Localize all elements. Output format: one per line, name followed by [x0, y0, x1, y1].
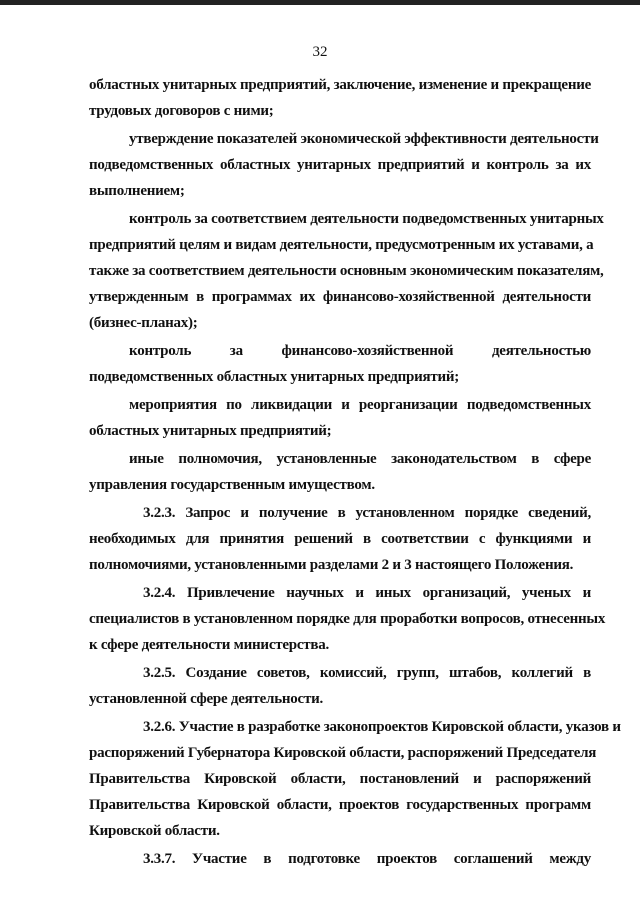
- text-line: специалистов в установленном порядке для проработки вопросов, отнесенных: [89, 611, 606, 627]
- text-line: трудовых договоров с ними;: [89, 103, 274, 119]
- paragraph: [89, 206, 604, 336]
- text-line: Правительства Кировской области, постановлений и распоряжений: [89, 771, 591, 787]
- paragraph: [89, 338, 591, 390]
- paragraph: [89, 660, 591, 712]
- text-line: предприятий целям и видам деятельности, предусмотренным их уставами, а: [89, 237, 594, 253]
- paragraph: [89, 392, 591, 444]
- text-line: Кировской области.: [89, 823, 220, 839]
- text-line: установленной сфере деятельности.: [89, 691, 323, 707]
- text-line: мероприятия по ликвидации и реорганизации подведомственных: [129, 397, 591, 413]
- text-line: полномочиями, установленными разделами 2 и 3 настоящего Положения.: [89, 557, 574, 573]
- text-line: необходимых для принятия решений в соответствии с функциями и: [89, 531, 591, 547]
- text-line: подведомственных областных унитарных предприятий и контроль за их: [89, 157, 591, 173]
- text-line: также за соответствием деятельности основным экономическим показателям,: [89, 263, 604, 279]
- text-line: Правительства Кировской области, проектов государственных программ: [89, 797, 591, 813]
- text-line: 3.2.6. Участие в разработке законопроектов Кировской области, указов и: [143, 719, 621, 735]
- paragraph: [89, 500, 591, 578]
- text-line: 3.3.7. Участие в подготовке проектов соглашений между: [143, 851, 591, 867]
- text-line: утвержденным в программах их финансово-хозяйственной деятельности: [89, 289, 591, 305]
- paragraph: [89, 126, 599, 204]
- document-body: [89, 72, 621, 872]
- text-line: 3.2.4. Привлечение научных и иных организаций, ученых и: [143, 585, 591, 601]
- paragraph: [89, 714, 621, 844]
- text-line: иные полномочия, установленные законодательством в сфере: [129, 451, 591, 467]
- page-number: 32: [312, 44, 328, 60]
- text-line: областных унитарных предприятий;: [89, 423, 332, 439]
- paragraph: [89, 446, 591, 498]
- text-line: подведомственных областных унитарных предприятий;: [89, 369, 460, 385]
- text-line: контроль за соответствием деятельности подведомственных унитарных: [129, 211, 604, 227]
- text-line: областных унитарных предприятий, заключение, изменение и прекращение: [89, 77, 592, 93]
- text-line: 3.2.5. Создание советов, комиссий, групп, штабов, коллегий в: [143, 665, 591, 681]
- text-line: 3.2.3. Запрос и получение в установленном порядке сведений,: [143, 505, 591, 521]
- text-line: к сфере деятельности министерства.: [89, 637, 329, 653]
- paragraph: [89, 72, 591, 124]
- top-edge-rule: [0, 0, 640, 5]
- text-line: утверждение показателей экономической эффективности деятельности: [129, 131, 599, 147]
- paragraph: [89, 846, 591, 872]
- text-line: контроль за финансово-хозяйственной деятельностью: [129, 343, 591, 359]
- text-line: (бизнес-планах);: [89, 315, 198, 331]
- text-line: распоряжений Губернатора Кировской области, распоряжений Председателя: [89, 745, 597, 761]
- text-line: выполнением;: [89, 183, 185, 199]
- text-line: управления государственным имуществом.: [89, 477, 375, 493]
- paragraph: [89, 580, 606, 658]
